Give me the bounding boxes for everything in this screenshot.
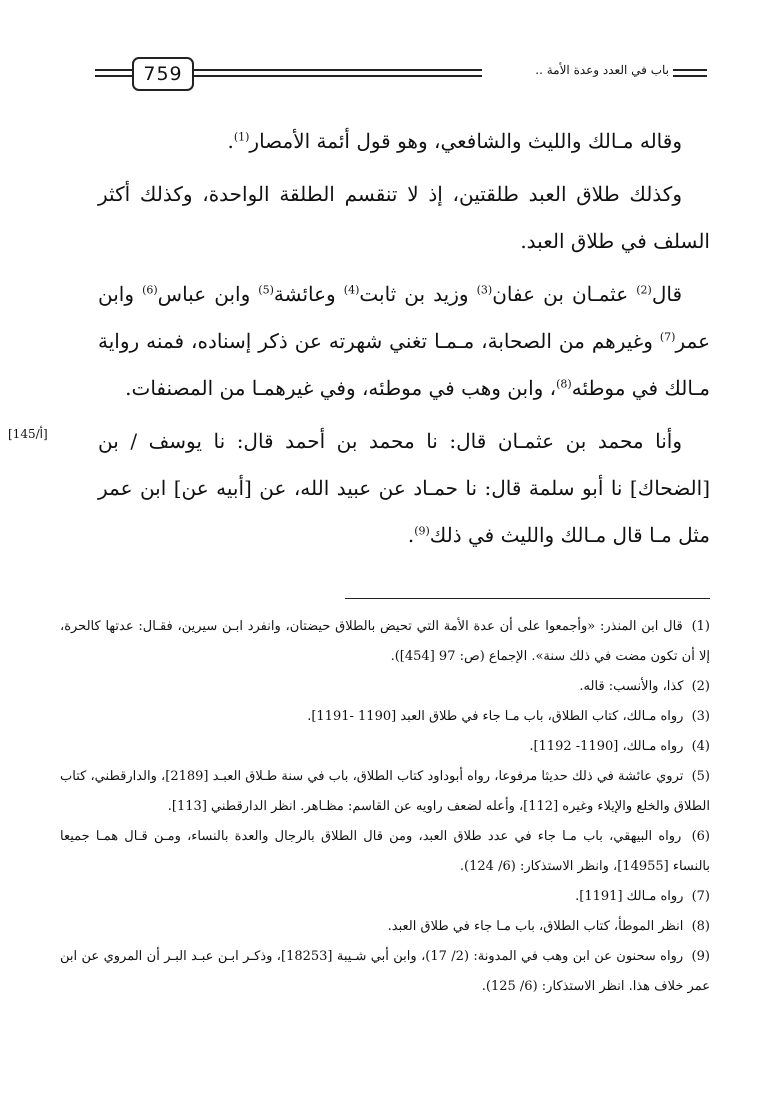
- paragraph-1: وقاله مـالك والليث والشافعي، وهو قول أئمة الأمصار$^{(1)}$.: [227, 129, 682, 153]
- footnote-ref: (2): [636, 283, 652, 297]
- main-text: [98, 118, 710, 559]
- header-rule-left-top: [95, 69, 135, 71]
- paragraph-3: قال$^{(2)}$ عثمـان بن عفان$^{(3)}$ وزيد بن ثابت$^{(4)}$ وعائشة$^{(5)}$ وابن عباس$^{(6)}$ وابن عمر$^{(7)}$ وغيرهم من الصحابة، مـمـا تغني شهرته عن ذكر إسناده، فمنه رواية مـالك في موطئه$^{(8)}$، وابن وهب في موطئه، وفي غيرهمـا من المصنفات.: [98, 282, 710, 400]
- footnote-ref: (5): [258, 283, 274, 297]
- header-rule-right-top: [673, 69, 707, 71]
- footnotes: [60, 612, 710, 1002]
- paragraph-4: وأنا محمد بن عثمـان قال: نا محمد بن أحمد قال: نا يوسف / بن [الضحاك] نا أبو سلمة قال: نا حمـاد عن عبيد الله، عن [أبيه عن] ابن عمر مثل مـا قال مـالك والليث في ذلك$^{(9)}$.: [98, 429, 710, 547]
- footnote-item: (8) انظر الموطأ، كتاب الطلاق، باب مـا جاء في طلاق العبد.: [387, 919, 710, 934]
- footnote-ref: (9): [414, 524, 430, 538]
- footnote-item: (7) رواه مـالك [1191].: [575, 889, 710, 904]
- footnote-item: (4) رواه مـالك، [1190- 1192].: [529, 739, 710, 754]
- header-rule-middle-bottom: [192, 75, 482, 77]
- footnote-item: (9) رواه سحنون عن ابن وهب في المدونة: (2/ 17)، وابن أبي شـيبة [18253]، وذكـر ابـن عبـد البـر أن المروي عن ابن عمر خلاف هذا. انظر الاستذكار: (6/ 125).: [60, 949, 710, 994]
- footnote-ref: (7): [659, 330, 676, 344]
- footnote-item: (2) كذا، والأنسب: قاله.: [579, 679, 710, 694]
- footnote-ref: (6): [142, 283, 158, 297]
- footnote-item: (6) رواه البيهقي، باب مـا جاء في عدد طلاق العبد، ومن قال الطلاق بالرجال والعدة بالنساء، ومـن قـال همـا جميعا بالنساء [14955]، وانظر الاستذكار: (6/ 124).: [60, 829, 710, 874]
- header-rule-right-bottom: [673, 75, 707, 77]
- footnote-separator: [345, 598, 710, 599]
- footnote-ref: (3): [476, 283, 493, 297]
- page-header: [95, 55, 707, 95]
- footnote-ref: (4): [343, 283, 360, 297]
- running-title: باب في العدد وعدة الأمة ..: [535, 63, 669, 77]
- footnote-item: (1) قال ابن المنذر: «وأجمعوا على أن عدة الأمة التي تحيض بالطلاق حيضتان، وانفرد ابـن سيرين، فقـال: عدتها كالحرة، إلا أن تكون مضت في ذلك سنة». الإجماع (ص: 97 [454]).: [60, 619, 710, 664]
- footnote-ref: (8): [556, 377, 572, 391]
- paragraph-2: وكذلك طلاق العبد طلقتين، إذ لا تنقسم الطلقة الواحدة، وكذلك أكثر السلف في طلاق العبد.: [98, 182, 710, 253]
- header-rule-left-bottom: [95, 75, 135, 77]
- header-rule-middle-top: [192, 69, 482, 71]
- footnote-item: (3) رواه مـالك، كتاب الطلاق، باب مـا جاء في طلاق العبد [1190 -1191].: [307, 709, 710, 724]
- footnote-ref: (1): [233, 130, 250, 144]
- footnote-item: (5) تروي عائشة في ذلك حديثا مرفوعا، رواه أبوداود كتاب الطلاق، باب في سنة طـلاق العبـد [2189]، والدارقطني، كتاب الطلاق والخلع والإيلاء وغيره [112]، وأعله لضعف راويه عن القاسم: مظـاهر. انظر الدارقطني [113].: [60, 769, 710, 814]
- manuscript-folio-ref: [145/أ]: [8, 427, 48, 441]
- page-number: 759: [132, 57, 194, 91]
